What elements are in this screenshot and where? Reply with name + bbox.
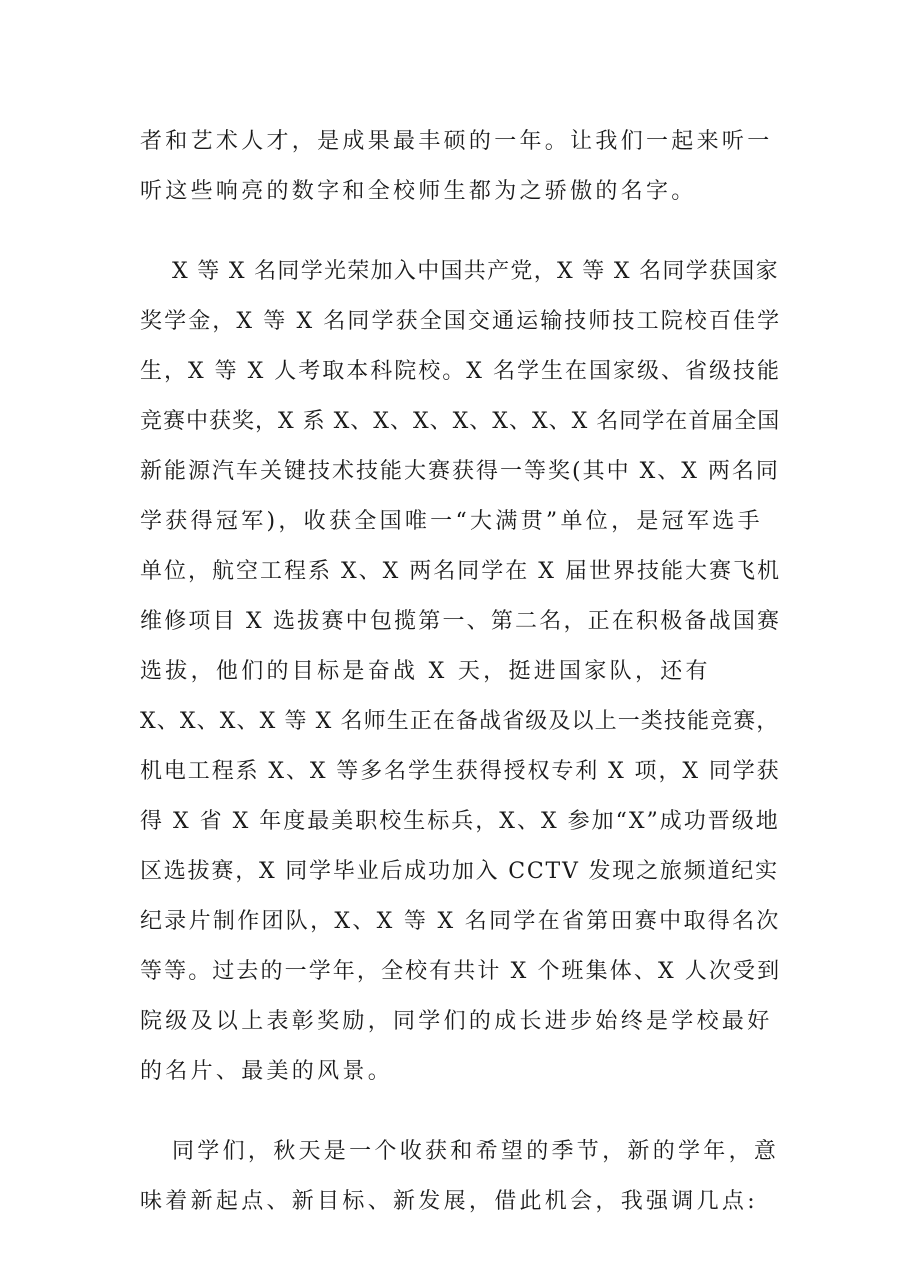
text-line: 奖学金，X 等 X 名同学获全国交通运输技师技工院校百佳学	[140, 309, 782, 334]
text-line: 新能源汽车关键技术技能大赛获得一等奖(其中 X、X 两名同	[140, 459, 780, 484]
text-line: 院级及以上表彰奖励，同学们的成长进步始终是学校最好	[140, 1009, 773, 1034]
text-line: 者和艺术人才，是成果最丰硕的一年。让我们一起来听一	[140, 129, 773, 154]
text-line: 维修项目 X 选拔赛中包揽第一、第二名，正在积极备战国赛	[140, 609, 782, 634]
text-line: 同学们，秋天是一个收获和希望的季节，新的学年，意	[172, 1139, 780, 1164]
text-line: 的名片、最美的风景。	[140, 1059, 394, 1084]
text-line: 味着新起点、新目标、新发展，借此机会，我强调几点:	[140, 1189, 758, 1214]
text-line: 等等。过去的一学年，全校有共计 X 个班集体、X 人次受到	[140, 959, 782, 984]
text-line: 单位，航空工程系 X、X 两名同学在 X 届世界技能大赛飞机	[140, 559, 781, 584]
text-line: 得 X 省 X 年度最美职校生标兵，X、X 参加“X”成功晋级地	[140, 809, 780, 834]
text-line: 听这些响亮的数字和全校师生都为之骄傲的名字。	[140, 179, 697, 204]
text-line: 区选拔赛，X 同学毕业后成功加入 CCTV 发现之旅频道纪实	[140, 859, 779, 884]
text-line: 竞赛中获奖，X 系 X、X、X、X、X、X、X 名同学在首届全国	[140, 409, 781, 434]
text-line: 生，X 等 X 人考取本科院校。X 名学生在国家级、省级技能	[140, 359, 781, 384]
text-line: 学获得冠军)，收获全国唯一“大满贯”单位，是冠军选手	[140, 509, 763, 534]
text-line: 机电工程系 X、X 等多名学生获得授权专利 X 项，X 同学获	[140, 759, 781, 784]
text-line: X、X、X、X 等 X 名师生正在备战省级及以上一类技能竞赛，	[140, 709, 780, 734]
text-line: X 等 X 名同学光荣加入中国共产党，X 等 X 名同学获国家	[172, 259, 779, 284]
text-line: 选拔，他们的目标是奋战 X 天，挺进国家队，还有	[140, 659, 711, 684]
text-line: 纪录片制作团队，X、X 等 X 名同学在省第田赛中取得名次	[140, 909, 781, 934]
